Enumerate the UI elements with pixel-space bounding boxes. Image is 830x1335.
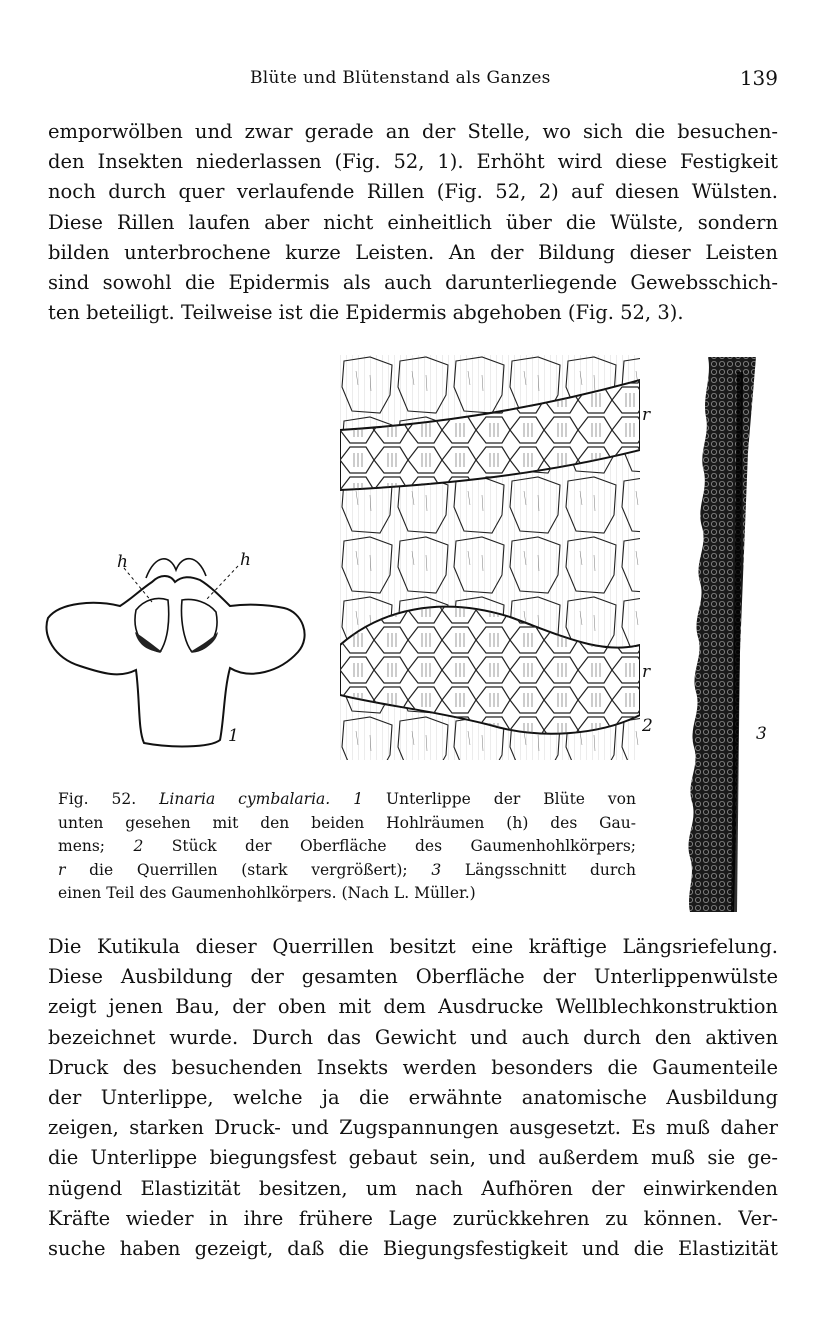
caption-line: mens; 2 Stück der Oberfläche des Gaumenhohlkörpers; bbox=[58, 837, 636, 856]
caption-line: einen Teil des Gaumenhohlkörpers. (Nach L. Müller.) bbox=[58, 884, 476, 903]
caption-line: unten gesehen mit den beiden Hohlräumen (h) des Gau- bbox=[58, 813, 636, 832]
text-line: bilden unterbrochene kurze Leisten. An der Bildung dieser Leisten bbox=[48, 240, 778, 264]
page-number: 139 bbox=[739, 66, 778, 90]
label-r-bottom: r bbox=[642, 662, 651, 682]
text-line: Diese Rillen laufen aber nicht einheitlich über die Wülste, sondern bbox=[48, 210, 778, 234]
caption-line: Fig. 52. Linaria cymbalaria. 1 Unterlippe der Blüte von bbox=[58, 790, 636, 808]
text-line: suche haben gezeigt, daß die Biegungsfestigkeit und die Elastizität bbox=[48, 1236, 778, 1260]
text-line: sind sowohl die Epidermis als auch darunterliegende Gewebsschich- bbox=[48, 270, 778, 294]
text-line: Kräfte wieder in ihre frühere Lage zurückkehren zu können. Ver- bbox=[48, 1206, 778, 1230]
text-line: zeigen, starken Druck- und Zugspannungen ausgesetzt. Es muß daher bbox=[48, 1116, 778, 1140]
figure-caption bbox=[58, 788, 636, 906]
text-line: den Insekten niederlassen (Fig. 52, 1). Erhöht wird diese Festigkeit bbox=[48, 150, 778, 174]
label-r-top: r bbox=[642, 405, 651, 425]
text-line: zeigt jenen Bau, der oben mit dem Ausdrucke Wellblechkonstruktion bbox=[48, 995, 778, 1019]
text-line: emporwölben und zwar gerade an der Stelle, wo sich die besuchen- bbox=[48, 120, 778, 143]
figure-2-surface-cells bbox=[340, 355, 640, 760]
label-fig-2: 2 bbox=[642, 716, 653, 736]
text-line: Die Kutikula dieser Querrillen besitzt eine kräftige Längsriefelung. bbox=[48, 935, 778, 958]
text-line: der Unterlippe, welche ja die erwähnte anatomische Ausbildung bbox=[48, 1085, 778, 1109]
caption-line: r die Querrillen (stark vergrößert); 3 Längsschnitt durch bbox=[58, 860, 636, 879]
figure-1-lower-lip bbox=[40, 540, 320, 750]
label-fig-3: 3 bbox=[756, 724, 767, 744]
running-header bbox=[0, 68, 830, 98]
text-line: Druck des besuchenden Insekts werden besonders die Gaumenteile bbox=[48, 1055, 778, 1079]
text-line: Diese Ausbildung der gesamten Oberfläche der Unterlippenwülste bbox=[48, 965, 778, 989]
text-line: nügend Elastizität besitzen, um nach Aufhören der einwirkenden bbox=[48, 1176, 778, 1200]
running-title: Blüte und Blütenstand als Ganzes bbox=[250, 68, 551, 88]
label-fig-1: 1 bbox=[228, 726, 239, 746]
figure-3-longitudinal-section bbox=[678, 352, 760, 917]
text-line: bezeichnet wurde. Durch das Gewicht und auch durch den aktiven bbox=[48, 1025, 778, 1049]
label-h-left: h bbox=[117, 552, 128, 572]
text-line: ten beteiligt. Teilweise ist die Epidermis abgehoben (Fig. 52, 3). bbox=[48, 301, 684, 325]
label-h-right: h bbox=[240, 550, 251, 570]
text-line: die Unterlippe biegungsfest gebaut sein, und außerdem muß sie ge- bbox=[48, 1146, 778, 1170]
text-line: noch durch quer verlaufende Rillen (Fig. 52, 2) auf diesen Wülsten. bbox=[48, 180, 778, 204]
paragraph-bottom bbox=[48, 932, 778, 1264]
paragraph-top bbox=[48, 117, 778, 328]
